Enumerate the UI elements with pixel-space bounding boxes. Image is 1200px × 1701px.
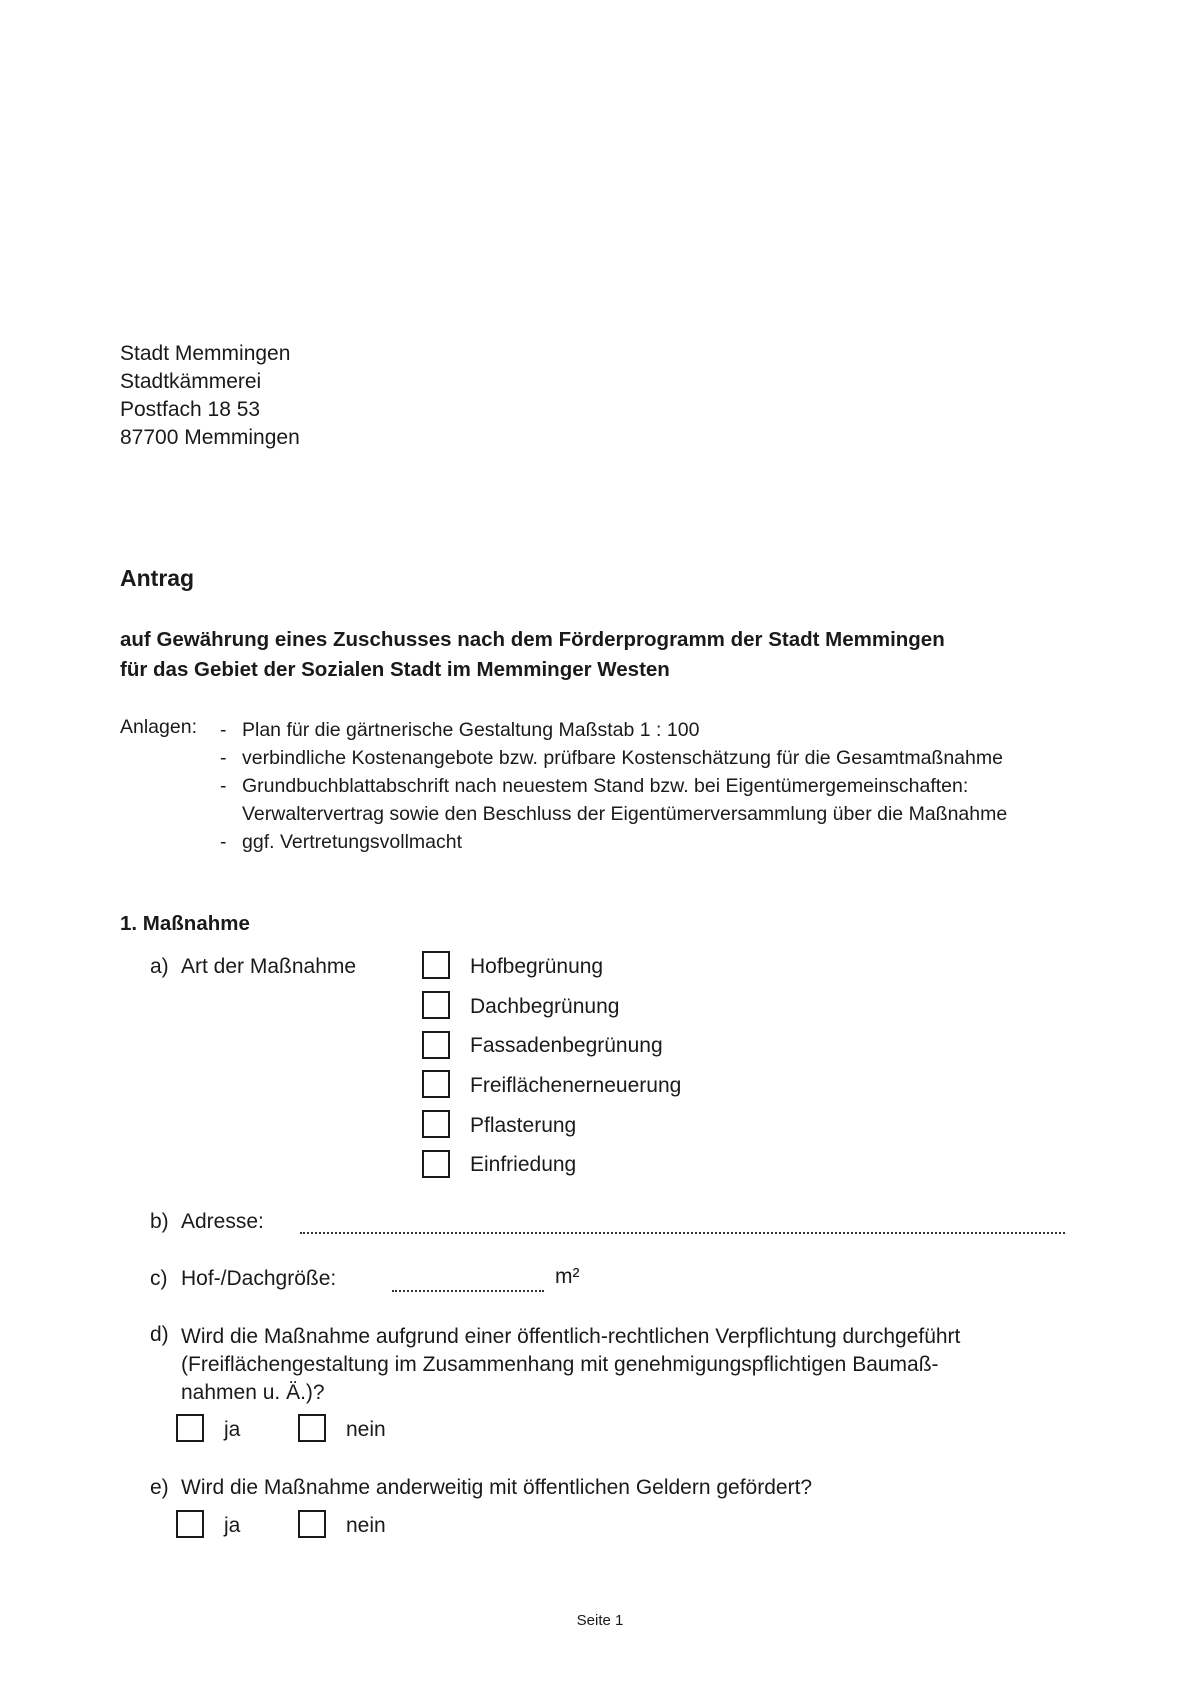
bullet-dash: - [220, 747, 227, 769]
checkbox-e-ja[interactable] [176, 1510, 204, 1538]
address-field[interactable] [300, 1232, 1065, 1234]
area-unit: m² [555, 1265, 580, 1288]
checkbox-label: ja [224, 1514, 241, 1537]
checkbox-label: Pflasterung [470, 1114, 577, 1137]
recipient-line: Stadt Memmingen [120, 342, 291, 365]
checkbox-fassadenbegruenung[interactable] [422, 1031, 450, 1059]
question-line: nahmen u. Ä.)? [181, 1381, 325, 1404]
subtitle-line: auf Gewährung eines Zuschusses nach dem Förderprogramm der Stadt Memmingen [120, 628, 945, 651]
question-marker-d: d) [150, 1323, 169, 1346]
recipient-line: 87700 Memmingen [120, 426, 300, 449]
question-marker-c: c) [150, 1267, 168, 1290]
checkbox-label: ja [224, 1418, 241, 1441]
checkbox-label: Dachbegrünung [470, 995, 620, 1018]
list-item [220, 828, 1007, 856]
list-item [220, 800, 1007, 828]
checkbox-pflasterung[interactable] [422, 1110, 450, 1138]
checkbox-e-nein[interactable] [298, 1510, 326, 1538]
recipient-address [120, 340, 300, 452]
checkbox-label: nein [346, 1514, 386, 1537]
checkbox-hofbegruenung[interactable] [422, 951, 450, 979]
anlagen-item: Verwaltervertrag sowie den Beschluss der Eigentümerversammlung über die Maßnahme [242, 803, 1008, 825]
question-text-e: Wird die Maßnahme anderweitig mit öffentlichen Geldern gefördert? [181, 1476, 813, 1499]
area-field[interactable] [392, 1290, 544, 1292]
question-text-d [181, 1323, 960, 1407]
checkbox-label: Freiflächenerneuerung [470, 1074, 682, 1097]
checkbox-d-nein[interactable] [298, 1414, 326, 1442]
anlagen-item: Grundbuchblattabschrift nach neuestem Stand bzw. bei Eigentümergemeinschaften: [242, 775, 969, 797]
checkbox-label: nein [346, 1418, 386, 1441]
question-label-b: Adresse: [181, 1210, 264, 1233]
recipient-line: Postfach 18 53 [120, 398, 261, 421]
list-item [220, 772, 1007, 800]
checkbox-dachbegruenung[interactable] [422, 991, 450, 1019]
question-line: Wird die Maßnahme aufgrund einer öffentlich-rechtlichen Verpflichtung durchgeführt [181, 1325, 961, 1348]
page-subtitle [120, 625, 945, 685]
question-label-a: Art der Maßnahme [181, 955, 357, 978]
anlagen-item: ggf. Vertretungsvollmacht [242, 831, 463, 853]
recipient-line: Stadtkämmerei [120, 370, 262, 393]
checkbox-label: Einfriedung [470, 1153, 577, 1176]
anlagen-label: Anlagen: [120, 716, 197, 738]
page-number: Seite 1 [576, 1612, 624, 1629]
bullet-dash: - [220, 831, 227, 853]
question-line: (Freiflächengestaltung im Zusammenhang mit genehmigungspflichtigen Baumaß- [181, 1353, 939, 1376]
bullet-dash: - [220, 719, 227, 741]
page-title: Antrag [120, 565, 195, 591]
checkbox-freiflaechenerneuerung[interactable] [422, 1070, 450, 1098]
question-marker-a: a) [150, 955, 169, 978]
anlagen-list [220, 716, 1007, 856]
list-item [220, 744, 1007, 772]
list-item [220, 716, 1007, 744]
anlagen-item: verbindliche Kostenangebote bzw. prüfbare Kostenschätzung für die Gesamtmaßnahme [242, 747, 1003, 769]
question-label-c: Hof-/Dachgröße: [181, 1267, 337, 1290]
checkbox-d-ja[interactable] [176, 1414, 204, 1442]
checkbox-einfriedung[interactable] [422, 1150, 450, 1178]
question-marker-e: e) [150, 1476, 169, 1499]
subtitle-line: für das Gebiet der Sozialen Stadt im Memminger Westen [120, 658, 670, 681]
anlagen-item: Plan für die gärtnerische Gestaltung Maßstab 1 : 100 [242, 719, 700, 741]
bullet-dash: - [220, 775, 227, 797]
checkbox-label: Hofbegrünung [470, 955, 604, 978]
checkbox-label: Fassadenbegrünung [470, 1034, 663, 1057]
question-marker-b: b) [150, 1210, 169, 1233]
section-heading: 1. Maßnahme [120, 912, 250, 935]
